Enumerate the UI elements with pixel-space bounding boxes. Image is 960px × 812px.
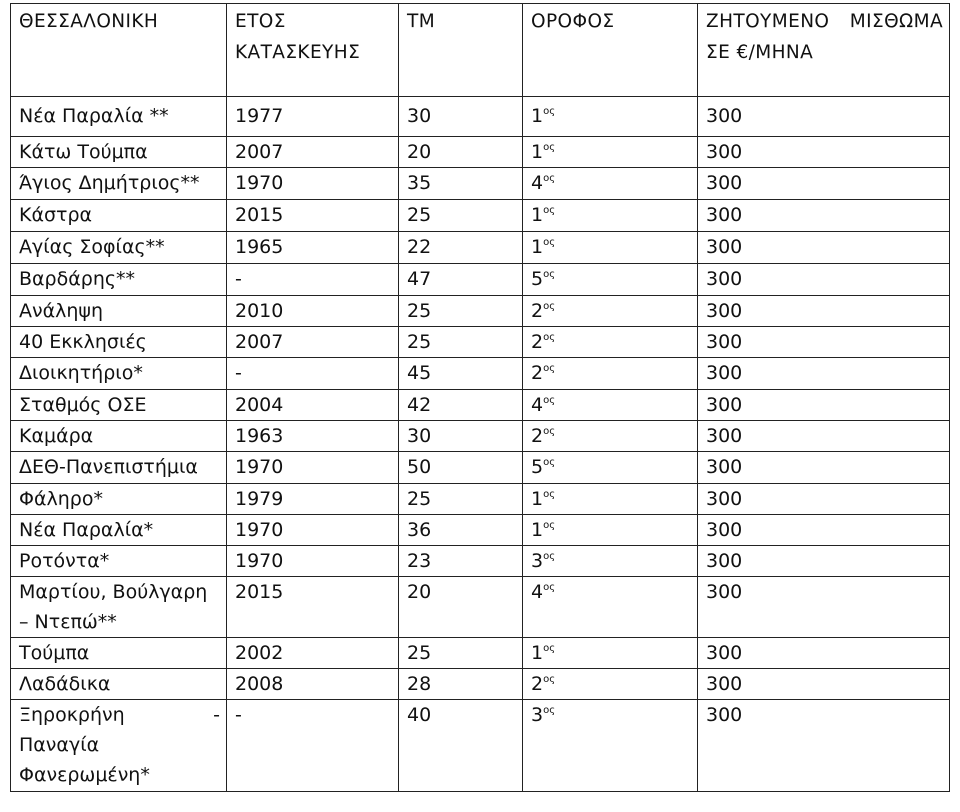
cell-sqm: 22 bbox=[399, 232, 523, 264]
cell-floor bbox=[523, 327, 698, 358]
cell-rent: 300 bbox=[698, 200, 950, 232]
floor-number: 1 bbox=[531, 236, 544, 258]
floor-ordinal-suffix: ος bbox=[543, 395, 556, 406]
cell-sqm: 50 bbox=[399, 452, 523, 484]
floor-ordinal-suffix: ος bbox=[543, 237, 556, 248]
floor-number: 1 bbox=[531, 642, 544, 664]
header-year: ΕΤΟΣ ΚΑΤΑΣΚΕΥΗΣ bbox=[227, 4, 399, 97]
cell-rent: 300 bbox=[698, 484, 950, 515]
rental-listings-table bbox=[10, 3, 950, 792]
floor-number: 2 bbox=[531, 362, 544, 384]
floor-number: 1 bbox=[531, 105, 544, 127]
cell-area: Κάστρα bbox=[11, 200, 227, 232]
cell-floor bbox=[523, 452, 698, 484]
cell-floor bbox=[523, 390, 698, 421]
floor-number: 3 bbox=[531, 704, 544, 726]
floor-ordinal-suffix: ος bbox=[543, 426, 556, 437]
cell-sqm: 20 bbox=[399, 137, 523, 168]
cell-sqm: 20 bbox=[399, 577, 523, 638]
cell-area: Ξηροκρήνη - Παναγία Φανερωμένη* bbox=[11, 700, 227, 792]
table-row bbox=[11, 700, 950, 792]
floor-number: 5 bbox=[531, 456, 544, 478]
floor-ordinal-suffix: ος bbox=[543, 489, 556, 500]
floor-ordinal-suffix: ος bbox=[543, 106, 556, 117]
table-row bbox=[11, 421, 950, 452]
cell-sqm: 30 bbox=[399, 97, 523, 137]
floor-ordinal-suffix: ος bbox=[543, 643, 556, 654]
cell-rent: 300 bbox=[698, 515, 950, 546]
cell-sqm: 25 bbox=[399, 484, 523, 515]
cell-rent: 300 bbox=[698, 421, 950, 452]
table-row bbox=[11, 137, 950, 168]
cell-floor bbox=[523, 638, 698, 669]
cell-floor bbox=[523, 264, 698, 296]
header-floor: ΟΡΟΦΟΣ bbox=[523, 4, 698, 97]
table-row bbox=[11, 232, 950, 264]
floor-ordinal-suffix: ος bbox=[543, 582, 556, 593]
cell-year: 1965 bbox=[227, 232, 399, 264]
cell-year: 2007 bbox=[227, 327, 399, 358]
cell-area: Βαρδάρης** bbox=[11, 264, 227, 296]
table-row bbox=[11, 638, 950, 669]
cell-sqm: 45 bbox=[399, 358, 523, 390]
cell-area: Κάτω Τούμπα bbox=[11, 137, 227, 168]
cell-area: Τούμπα bbox=[11, 638, 227, 669]
table-header-row bbox=[11, 4, 950, 97]
floor-number: 3 bbox=[531, 550, 544, 572]
floor-number: 1 bbox=[531, 141, 544, 163]
cell-rent: 300 bbox=[698, 577, 950, 638]
floor-ordinal-suffix: ος bbox=[543, 705, 556, 716]
cell-floor bbox=[523, 232, 698, 264]
cell-floor bbox=[523, 296, 698, 327]
cell-rent: 300 bbox=[698, 638, 950, 669]
cell-area: Άγιος Δημήτριος** bbox=[11, 168, 227, 200]
floor-number: 2 bbox=[531, 331, 544, 353]
cell-rent: 300 bbox=[698, 546, 950, 577]
floor-ordinal-suffix: ος bbox=[543, 520, 556, 531]
cell-floor bbox=[523, 484, 698, 515]
floor-number: 4 bbox=[531, 581, 544, 603]
cell-year: 1970 bbox=[227, 546, 399, 577]
cell-rent: 300 bbox=[698, 669, 950, 700]
cell-floor bbox=[523, 137, 698, 168]
cell-floor bbox=[523, 421, 698, 452]
cell-sqm: 23 bbox=[399, 546, 523, 577]
cell-year: 2015 bbox=[227, 577, 399, 638]
cell-floor bbox=[523, 97, 698, 137]
cell-floor bbox=[523, 669, 698, 700]
cell-rent: 300 bbox=[698, 296, 950, 327]
floor-ordinal-suffix: ος bbox=[543, 457, 556, 468]
cell-sqm: 36 bbox=[399, 515, 523, 546]
cell-rent: 300 bbox=[698, 232, 950, 264]
cell-sqm: 40 bbox=[399, 700, 523, 792]
cell-area: Αγίας Σοφίας** bbox=[11, 232, 227, 264]
table-body bbox=[11, 97, 950, 792]
table-row bbox=[11, 546, 950, 577]
cell-area: Σταθμός ΟΣΕ bbox=[11, 390, 227, 421]
cell-year: 1963 bbox=[227, 421, 399, 452]
floor-ordinal-suffix: ος bbox=[543, 301, 556, 312]
table-row bbox=[11, 358, 950, 390]
cell-sqm: 25 bbox=[399, 296, 523, 327]
cell-rent: 300 bbox=[698, 358, 950, 390]
floor-ordinal-suffix: ος bbox=[543, 363, 556, 374]
cell-sqm: 47 bbox=[399, 264, 523, 296]
cell-area: Ροτόντα* bbox=[11, 546, 227, 577]
floor-ordinal-suffix: ος bbox=[543, 674, 556, 685]
cell-floor bbox=[523, 200, 698, 232]
cell-rent: 300 bbox=[698, 390, 950, 421]
rental-listings-table-wrapper bbox=[10, 3, 950, 792]
cell-year: - bbox=[227, 700, 399, 792]
table-row bbox=[11, 168, 950, 200]
cell-year: 1970 bbox=[227, 452, 399, 484]
cell-sqm: 42 bbox=[399, 390, 523, 421]
cell-area: Καμάρα bbox=[11, 421, 227, 452]
cell-rent: 300 bbox=[698, 168, 950, 200]
floor-ordinal-suffix: ος bbox=[543, 551, 556, 562]
cell-floor bbox=[523, 168, 698, 200]
cell-rent: 300 bbox=[698, 97, 950, 137]
floor-number: 1 bbox=[531, 204, 544, 226]
table-row bbox=[11, 200, 950, 232]
cell-sqm: 25 bbox=[399, 638, 523, 669]
table-row bbox=[11, 390, 950, 421]
table-row bbox=[11, 452, 950, 484]
cell-area: Φάληρο* bbox=[11, 484, 227, 515]
cell-sqm: 30 bbox=[399, 421, 523, 452]
cell-area: Νέα Παραλία ** bbox=[11, 97, 227, 137]
floor-number: 4 bbox=[531, 394, 544, 416]
floor-ordinal-suffix: ος bbox=[543, 205, 556, 216]
table-row bbox=[11, 327, 950, 358]
table-row bbox=[11, 296, 950, 327]
header-area: ΘΕΣΣΑΛΟΝΙΚΗ bbox=[11, 4, 227, 97]
table-row bbox=[11, 515, 950, 546]
table-row bbox=[11, 264, 950, 296]
cell-sqm: 35 bbox=[399, 168, 523, 200]
cell-year: 2004 bbox=[227, 390, 399, 421]
cell-rent: 300 bbox=[698, 264, 950, 296]
cell-rent: 300 bbox=[698, 452, 950, 484]
floor-number: 1 bbox=[531, 488, 544, 510]
table-row bbox=[11, 97, 950, 137]
floor-number: 2 bbox=[531, 425, 544, 447]
cell-floor bbox=[523, 515, 698, 546]
header-rent: ΖΗΤΟΥΜΕΝΟ ΜΙΣΘΩΜΑ ΣΕ €/ΜΗΝΑ bbox=[698, 4, 950, 97]
cell-sqm: 28 bbox=[399, 669, 523, 700]
floor-ordinal-suffix: ος bbox=[543, 142, 556, 153]
cell-year: 2015 bbox=[227, 200, 399, 232]
cell-sqm: 25 bbox=[399, 200, 523, 232]
floor-number: 4 bbox=[531, 172, 544, 194]
cell-floor bbox=[523, 358, 698, 390]
table-row bbox=[11, 669, 950, 700]
cell-area: Λαδάδικα bbox=[11, 669, 227, 700]
cell-area: Διοικητήριο* bbox=[11, 358, 227, 390]
cell-year: 2010 bbox=[227, 296, 399, 327]
cell-area: Ανάληψη bbox=[11, 296, 227, 327]
cell-year: - bbox=[227, 358, 399, 390]
cell-rent: 300 bbox=[698, 137, 950, 168]
cell-year: 1979 bbox=[227, 484, 399, 515]
floor-number: 2 bbox=[531, 673, 544, 695]
cell-year: 2007 bbox=[227, 137, 399, 168]
table-row bbox=[11, 577, 950, 638]
cell-year: 2008 bbox=[227, 669, 399, 700]
cell-floor bbox=[523, 546, 698, 577]
cell-rent: 300 bbox=[698, 700, 950, 792]
cell-area: Νέα Παραλία* bbox=[11, 515, 227, 546]
floor-number: 5 bbox=[531, 268, 544, 290]
cell-year: 1977 bbox=[227, 97, 399, 137]
cell-area: 40 Εκκλησιές bbox=[11, 327, 227, 358]
header-sqm: ΤΜ bbox=[399, 4, 523, 97]
cell-area: ΔΕΘ-Πανεπιστήμια bbox=[11, 452, 227, 484]
cell-floor bbox=[523, 577, 698, 638]
floor-ordinal-suffix: ος bbox=[543, 173, 556, 184]
cell-floor bbox=[523, 700, 698, 792]
table-row bbox=[11, 484, 950, 515]
cell-year: 2002 bbox=[227, 638, 399, 669]
cell-year: 1970 bbox=[227, 515, 399, 546]
floor-ordinal-suffix: ος bbox=[543, 332, 556, 343]
cell-rent: 300 bbox=[698, 327, 950, 358]
cell-sqm: 25 bbox=[399, 327, 523, 358]
cell-year: 1970 bbox=[227, 168, 399, 200]
floor-number: 2 bbox=[531, 300, 544, 322]
cell-area: Μαρτίου, Βούλγαρη – Ντεπώ** bbox=[11, 577, 227, 638]
floor-number: 1 bbox=[531, 519, 544, 541]
floor-ordinal-suffix: ος bbox=[543, 269, 556, 280]
cell-year: - bbox=[227, 264, 399, 296]
